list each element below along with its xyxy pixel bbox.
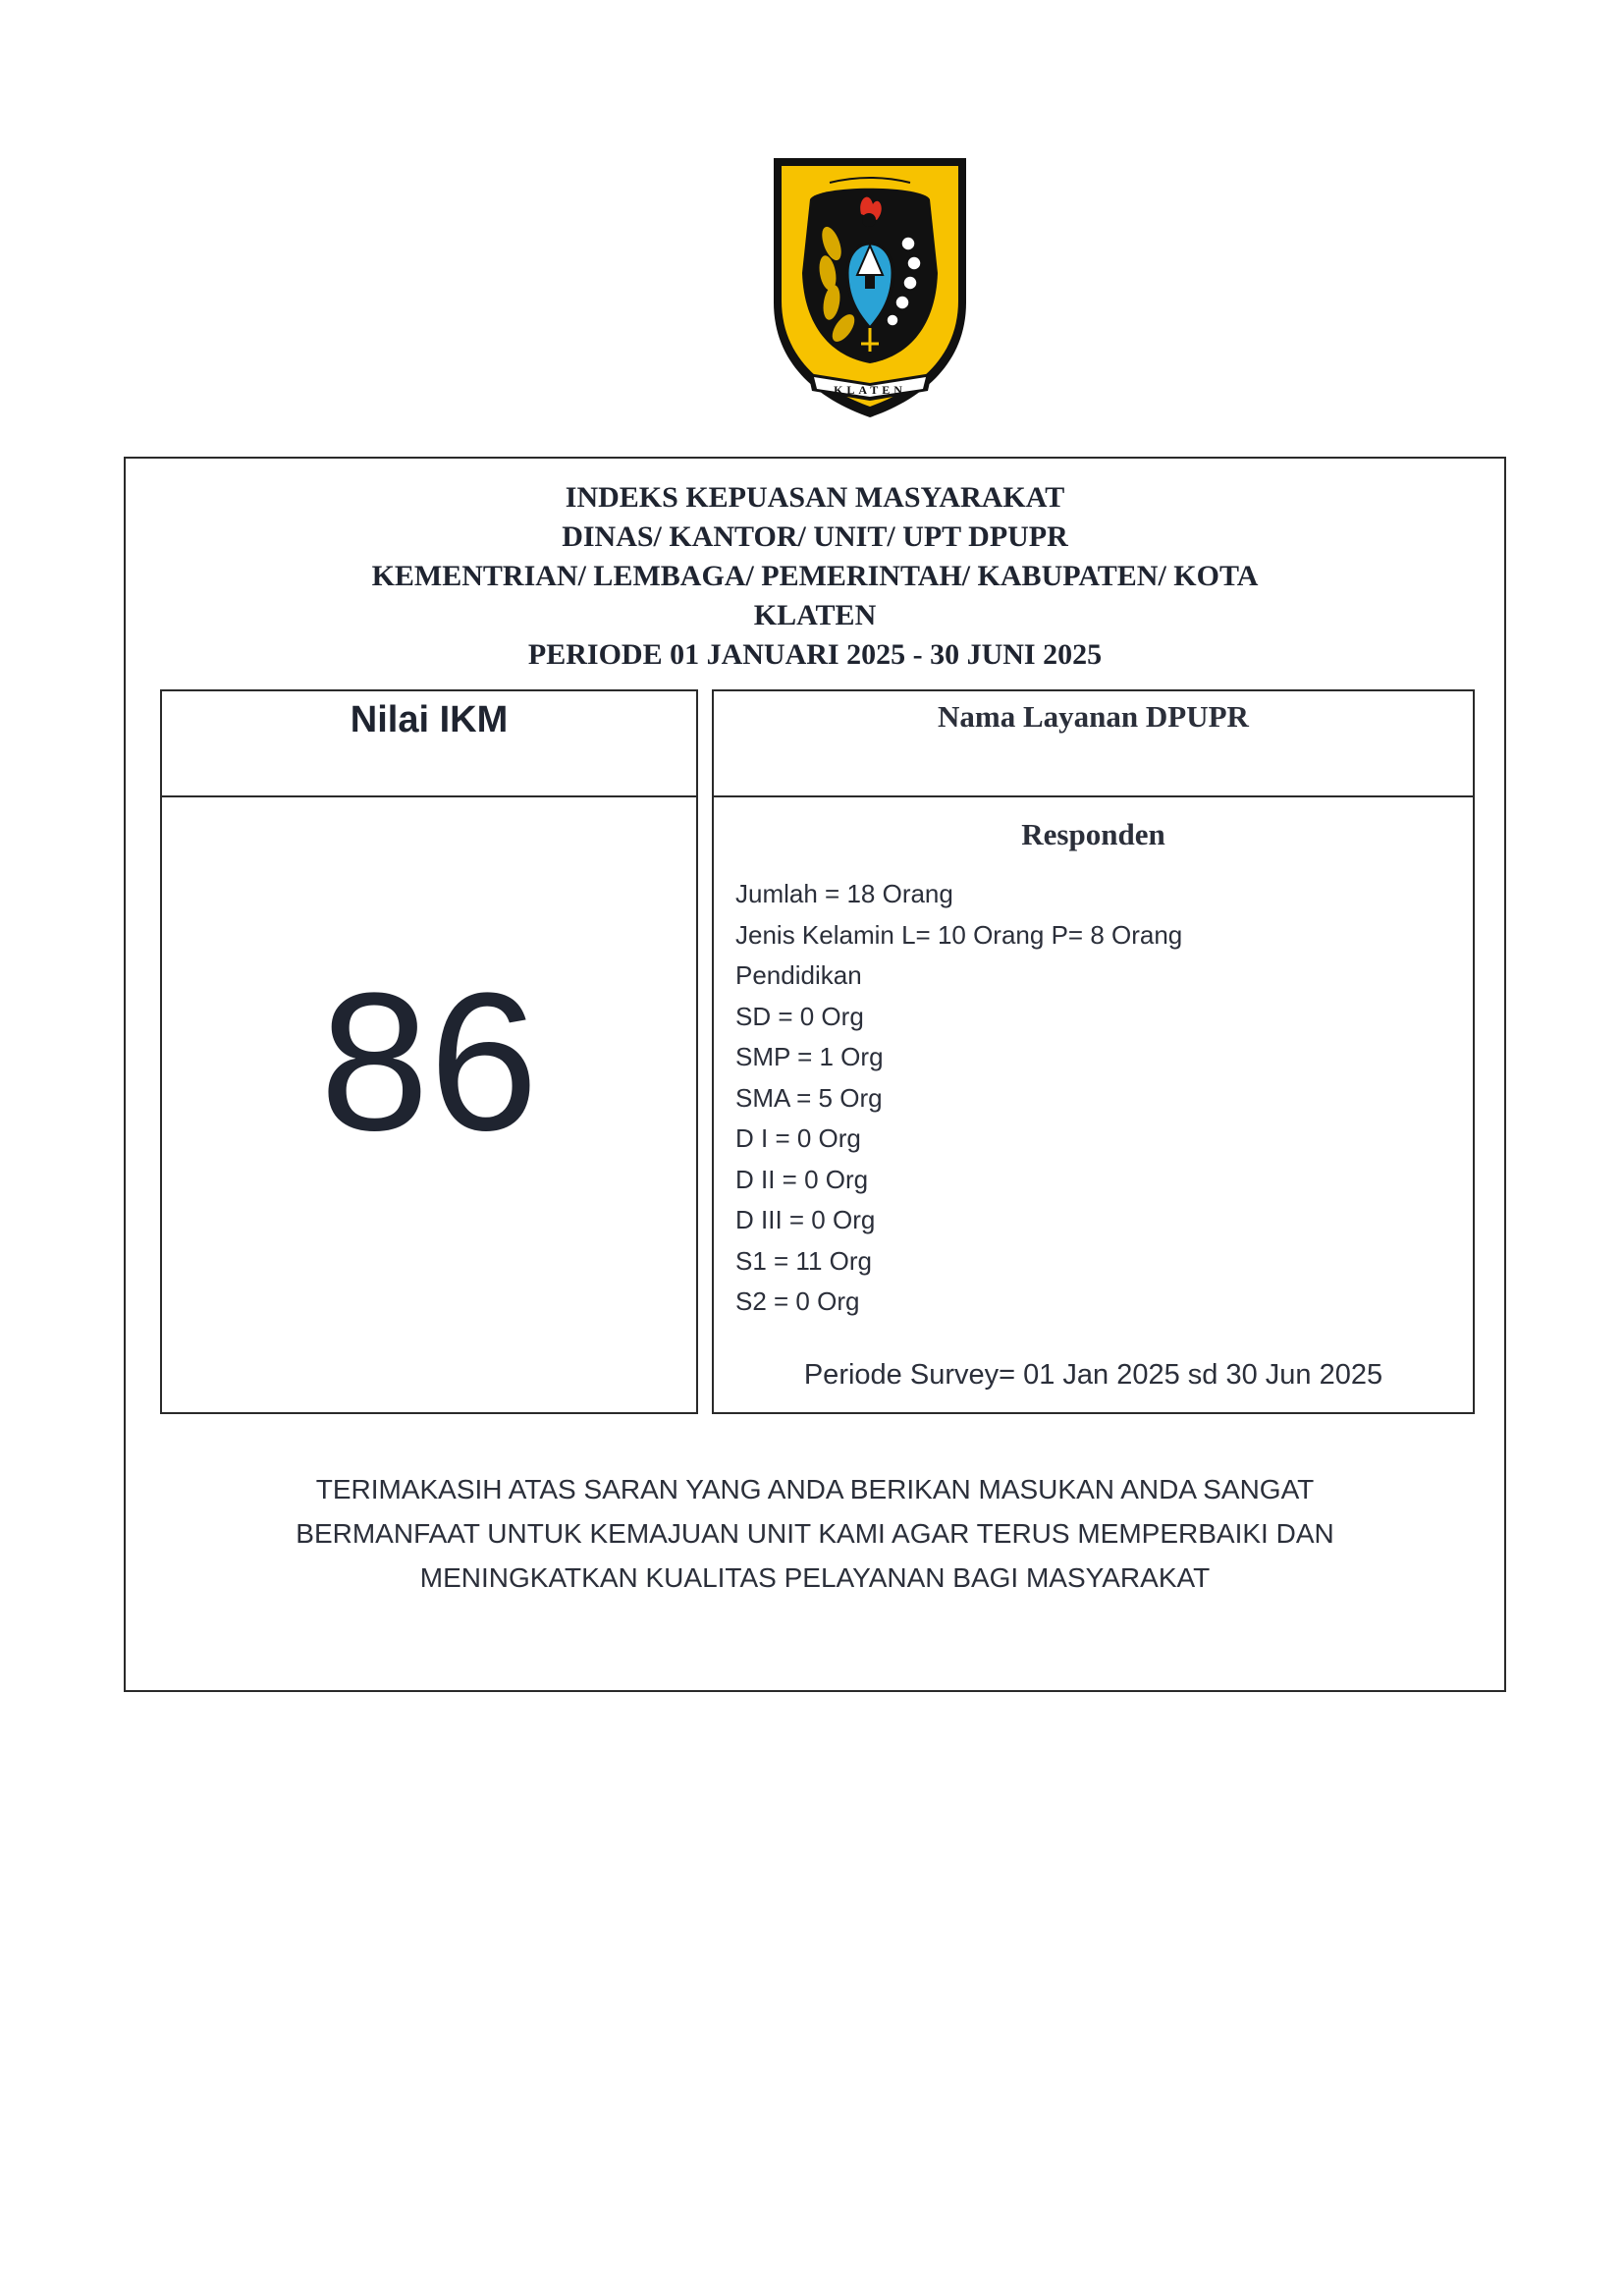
logo-banner-text: KLATEN [834, 383, 906, 397]
responden-title: Responden [1021, 817, 1165, 851]
responden-item: Jenis Kelamin L= 10 Orang P= 8 Orang [735, 919, 1183, 950]
thanks-line: BERMANFAAT UNTUK KEMAJUAN UNIT KAMI AGAR TERUS MEMPERBAIKI DAN [296, 1518, 1334, 1549]
responden-item: S2 = 0 Org [735, 1286, 860, 1316]
thank-you-message [185, 1467, 1445, 1600]
periode-survey: Periode Survey= 01 Jan 2025 sd 30 Jun 2025 [803, 1359, 1383, 1391]
nilai-ikm-header-cell [160, 689, 698, 797]
klaten-coat-of-arms-logo [771, 155, 969, 420]
title-line: KEMENTRIAN/ LEMBAGA/ PEMERINTAH/ KABUPATEN/ KOTA [371, 560, 1259, 592]
responden-item: Pendidikan [735, 960, 862, 990]
title-line: INDEKS KEPUASAN MASYARAKAT [565, 481, 1065, 514]
responden-item: D I = 0 Org [735, 1123, 861, 1153]
title-line: PERIODE 01 JANUARI 2025 - 30 JUNI 2025 [527, 638, 1103, 671]
ikm-report-frame [124, 457, 1506, 1692]
responden-item: Jumlah = 18 Orang [735, 879, 953, 908]
responden-item: SMA = 5 Org [735, 1082, 883, 1113]
nilai-ikm-value-cell [160, 795, 698, 1414]
responden-item: S1 = 11 Org [735, 1245, 872, 1276]
nilai-ikm-score: 86 [319, 953, 539, 1172]
title-line: DINAS/ KANTOR/ UNIT/ UPT DPUPR [562, 520, 1068, 553]
responden-item: D III = 0 Org [735, 1205, 876, 1234]
responden-list [735, 874, 1182, 1323]
thanks-line: TERIMAKASIH ATAS SARAN YANG ANDA BERIKAN MASUKAN ANDA SANGAT [315, 1474, 1315, 1504]
responden-item: D II = 0 Org [735, 1164, 869, 1194]
nilai-ikm-label: Nilai IKM [350, 699, 509, 740]
responden-item: SMP = 1 Org [735, 1042, 884, 1071]
layanan-header-cell [712, 689, 1475, 797]
thanks-line: MENINGKATKAN KUALITAS PELAYANAN BAGI MASYARAKAT [419, 1562, 1211, 1593]
title-line: KLATEN [753, 599, 877, 631]
layanan-label: Nama Layanan DPUPR [938, 699, 1249, 734]
responden-cell [712, 795, 1475, 1414]
report-title [126, 478, 1504, 675]
responden-item: SD = 0 Org [735, 1001, 864, 1031]
